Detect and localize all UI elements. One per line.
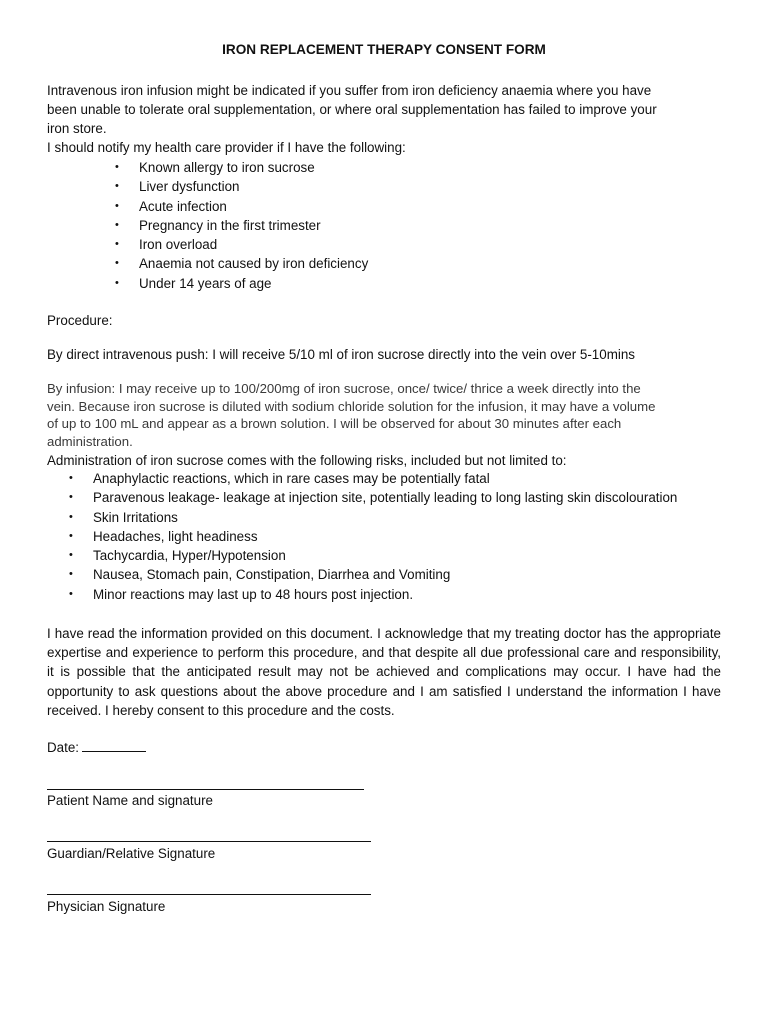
bullet-icon: • — [69, 529, 73, 542]
intro-line: Intravenous iron infusion might be indicated if you suffer from iron deficiency anaemia where you have — [47, 83, 652, 98]
intro-line: been unable to tolerate oral supplementation, or where oral supplementation has failed to improve your — [47, 102, 657, 117]
condition-item: • Known allergy to iron sucrose — [139, 158, 368, 177]
bullet-icon: • — [115, 257, 119, 270]
condition-item: • Iron overload — [139, 235, 368, 254]
consent-statement: I have read the information provided on this document. I acknowledge that my treating doctor has the appropriate expertise and experience to perform this procedure, and that despite all due professional care and responsibility, it is possible that the anticipated result may not be achieved and complications may occur. I have had the opportunity to ask questions about the above procedure and I am satisfied I understand the information I have received. I hereby consent to this procedure and the costs. — [47, 626, 721, 718]
patient-signature-label: Patient Name and signature — [47, 793, 213, 808]
risk-item: • Anaphylactic reactions, which in rare cases may be potentially fatal — [93, 469, 677, 488]
intro-line: iron store. — [47, 121, 107, 136]
infusion-line: administration. — [47, 433, 133, 449]
condition-item: • Under 14 years of age — [139, 274, 368, 293]
bullet-icon: • — [69, 549, 73, 562]
condition-item: • Acute infection — [139, 197, 368, 216]
condition-item: • Pregnancy in the first trimester — [139, 216, 368, 235]
condition-item: • Liver dysfunction — [139, 177, 368, 196]
risk-item: • Skin Irritations — [93, 508, 677, 527]
notify-statement: I should notify my health care provider if I have the following: — [47, 140, 406, 155]
guardian-signature-line[interactable] — [47, 841, 371, 842]
bullet-icon: • — [115, 218, 119, 231]
risks-intro: Administration of iron sucrose comes with the following risks, included but not limited to: — [47, 453, 567, 468]
risk-item: • Nausea, Stomach pain, Constipation, Diarrhea and Vomiting — [93, 565, 677, 584]
patient-signature-line[interactable] — [47, 789, 364, 790]
risk-item: • Tachycardia, Hyper/Hypotension — [93, 546, 677, 565]
infusion-line: of up to 100 mL and appear as a brown solution. I will be observed for about 30 minutes after each — [47, 416, 622, 431]
bullet-icon: • — [115, 161, 119, 173]
risk-item: • Minor reactions may last up to 48 hours post injection. — [93, 585, 677, 604]
bullet-icon: • — [115, 238, 119, 251]
guardian-signature-label: Guardian/Relative Signature — [47, 846, 216, 861]
risk-item: • Headaches, light headiness — [93, 527, 677, 546]
conditions-list — [115, 158, 369, 293]
bullet-icon: • — [115, 180, 119, 193]
bullet-icon: • — [69, 568, 73, 581]
risks-list — [69, 469, 678, 604]
bullet-icon: • — [69, 587, 73, 600]
date-label: Date: — [47, 740, 80, 755]
date-blank-line[interactable] — [82, 739, 146, 752]
infusion-line: vein. Because iron sucrose is diluted with sodium chloride solution for the infusion, it may have a volume — [47, 398, 656, 414]
procedure-heading: Procedure: — [47, 313, 113, 328]
risk-item: • Paravenous leakage- leakage at injection site, potentially leading to long lasting skin discolouration — [93, 488, 677, 507]
physician-signature-label: Physician Signature — [47, 899, 166, 914]
form-title: IRON REPLACEMENT THERAPY CONSENT FORM — [222, 42, 546, 57]
bullet-icon: • — [115, 199, 119, 212]
bullet-icon: • — [115, 276, 119, 289]
bullet-icon: • — [69, 510, 73, 523]
date-field[interactable] — [47, 738, 727, 757]
physician-signature-line[interactable] — [47, 894, 371, 895]
bullet-icon: • — [69, 491, 73, 504]
infusion-procedure-paragraph — [47, 380, 747, 450]
bullet-icon: • — [69, 472, 73, 484]
infusion-line: By infusion: I may receive up to 100/200mg of iron sucrose, once/ twice/ thrice a week directly into the — [47, 381, 641, 396]
push-procedure-text: By direct intravenous push: I will receive 5/10 ml of iron sucrose directly into the vein over 5-10mins — [47, 347, 635, 362]
intro-paragraph — [47, 81, 727, 157]
condition-item: • Anaemia not caused by iron deficiency — [139, 254, 368, 273]
